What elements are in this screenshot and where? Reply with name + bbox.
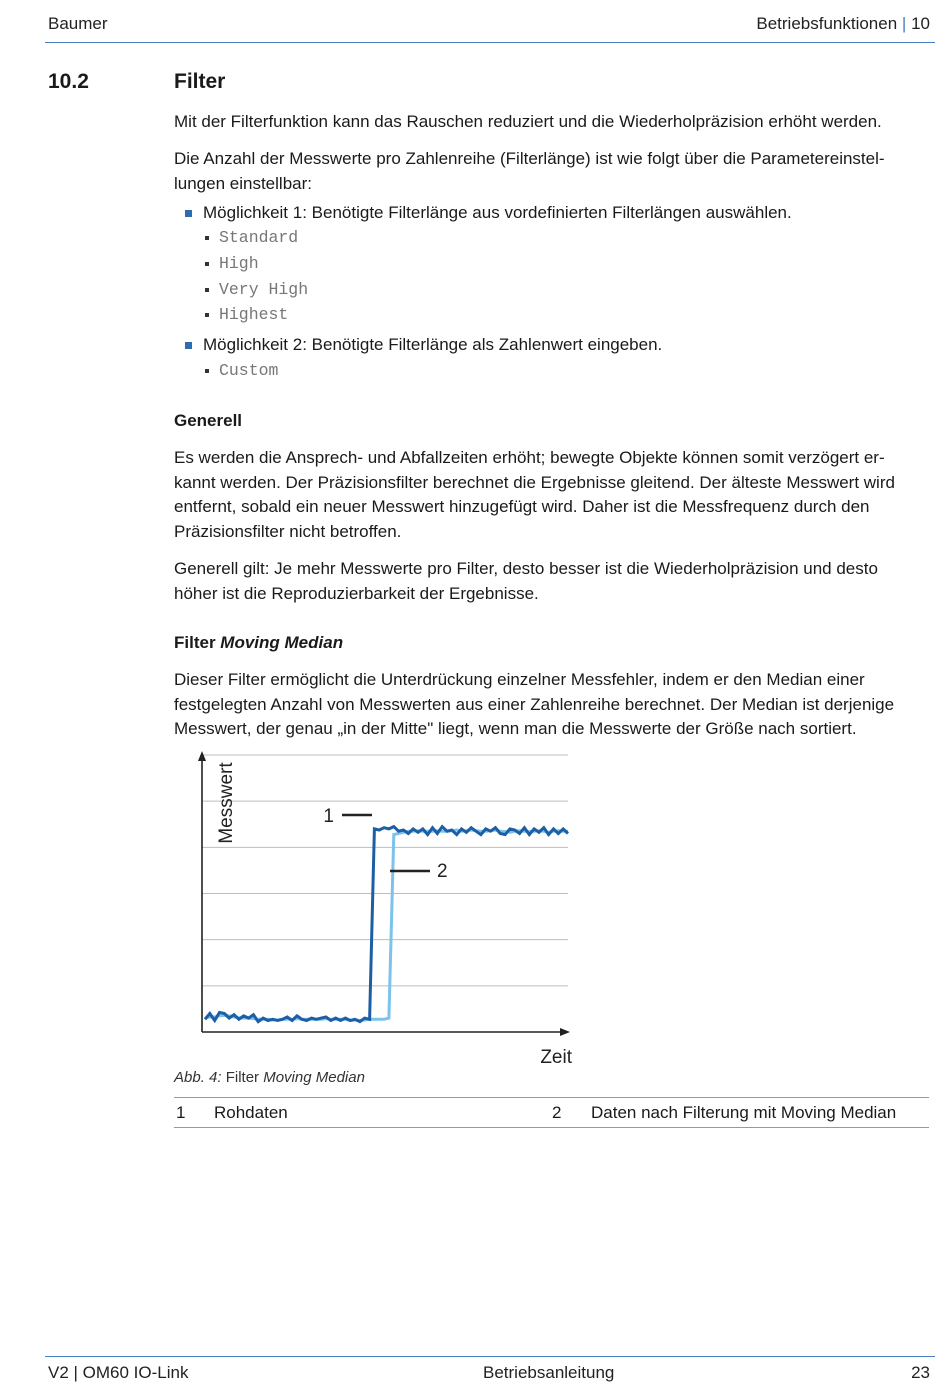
moving-median-paragraph [174, 668, 930, 742]
text-line: Es werden die Ansprech- und Abfallzeiten erhöht; bewegte Objekte können somit verzögert er- [174, 448, 885, 467]
bullet-dot-icon [205, 288, 209, 292]
header-rule [45, 42, 935, 43]
bullet-dot-icon [205, 313, 209, 317]
moving-median-chart [170, 745, 590, 1075]
footer-doc-type: Betriebsanleitung [483, 1363, 615, 1382]
intro-paragraph-1: Mit der Filterfunktion kann das Rauschen reduziert und die Wiederholpräzision erhöht werden. [174, 112, 882, 131]
footer-document: V2 | OM60 IO-Link [48, 1363, 189, 1382]
intro-line: Die Anzahl der Messwerte pro Zahlenreihe (Filterlänge) ist wie folgt über die Parametereinstel- [174, 149, 885, 168]
chart-grid [202, 755, 568, 986]
header-separator: | [901, 14, 907, 33]
intro-paragraph-2 [174, 147, 930, 196]
section-title: Filter [174, 70, 226, 93]
header-chapter-number: 10 [911, 14, 930, 33]
text-line: Präzisionsfilter nicht betroffen. [174, 521, 402, 541]
caption-prefix: Abb. 4: [174, 1069, 222, 1086]
moving-median-heading [174, 631, 930, 656]
heading-italic: Moving Median [220, 633, 344, 652]
text-line: entfernt, sobald ein neuer Messwert hinzugefügt wird. Daher ist die Messfrequenz durch den [174, 497, 870, 516]
legend-number: 2 [552, 1103, 562, 1122]
text-line: Messwert, der genau „in der Mitte" liegt, wenn man die Messwerte der Größe nach sortiert. [174, 719, 857, 738]
bullet-dot-icon [205, 262, 209, 266]
header-chapter [756, 14, 930, 34]
bullet-dot-icon [205, 236, 209, 240]
text-line: Dieser Filter ermöglicht die Unterdrückung einzelner Messfehler, indem er den Median einer [174, 670, 865, 689]
figure-caption [174, 1069, 365, 1086]
y-axis-label: Messwert [216, 762, 237, 844]
legend-bottom-rule [174, 1127, 929, 1128]
option-1-text: Möglichkeit 1: Benötigte Filterlänge aus vordefinierten Filterlängen auswählen. [203, 203, 792, 222]
bullet-dot-icon [205, 369, 209, 373]
caption-plain: Filter [221, 1069, 264, 1086]
heading-plain: Filter [174, 633, 221, 652]
x-axis-arrow-icon [560, 1028, 570, 1036]
header-company: Baumer [48, 14, 108, 33]
footer-rule [45, 1356, 935, 1357]
header-section-title: Betriebsfunktionen [756, 14, 898, 33]
option-value: Standard [219, 228, 299, 247]
text-line: Generell gilt: Je mehr Messwerte pro Filter, desto besser ist die Wiederholpräzision und desto [174, 559, 878, 578]
y-axis-arrow-icon [198, 751, 206, 761]
series-filtered-line [205, 830, 568, 1021]
legend-number: 1 [176, 1103, 186, 1122]
caption-italic: Moving Median [263, 1069, 365, 1086]
series-raw-line [205, 827, 568, 1022]
generell-paragraph-1 [174, 446, 930, 544]
legend-top-rule [174, 1097, 929, 1098]
marker-1-label: 1 [323, 806, 334, 827]
footer-page-number: 23 [911, 1363, 930, 1382]
option-value: High [219, 254, 259, 273]
section-number: 10.2 [48, 70, 89, 93]
legend-label: Daten nach Filterung mit Moving Median [591, 1103, 897, 1122]
intro-line: lungen einstellbar: [174, 173, 312, 193]
bullet-square-icon [185, 210, 192, 217]
option-value: Highest [219, 305, 289, 324]
option-value: Very High [219, 280, 309, 299]
marker-2-label: 2 [437, 861, 448, 882]
x-axis-label: Zeit [540, 1047, 572, 1068]
chart-series [205, 827, 568, 1022]
generell-paragraph-2 [174, 557, 930, 606]
legend-label: Rohdaten [214, 1103, 288, 1122]
bullet-square-icon [185, 342, 192, 349]
text-line: festgelegten Anzahl von Messwerten aus einer Zahlenreihe berechnet. Der Median ist derjenige [174, 694, 895, 714]
option-value: Custom [219, 361, 279, 380]
option-2-text: Möglichkeit 2: Benötigte Filterlänge als Zahlenwert eingeben. [203, 335, 663, 354]
text-line: kannt werden. Der Präzisionsfilter berechnet die Ergebnisse gleitend. Der älteste Messwert wird [174, 472, 895, 492]
text-line: höher ist die Reproduzierbarkeit der Ergebnisse. [174, 583, 539, 603]
generell-heading: Generell [174, 411, 243, 430]
